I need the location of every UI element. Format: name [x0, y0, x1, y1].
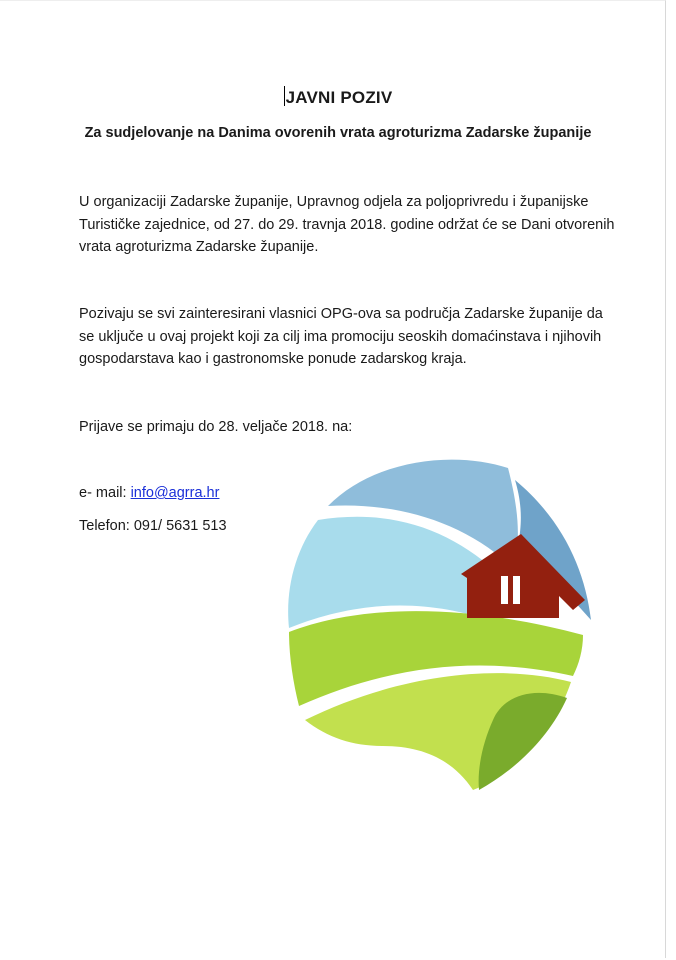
title-text: JAVNI POZIV	[285, 88, 393, 107]
contact-email-line	[79, 485, 219, 501]
text-cursor	[284, 86, 285, 106]
email-link[interactable]: info@agrra.hr	[130, 485, 220, 501]
logo-window-right	[513, 576, 520, 604]
paragraph-organization: U organizaciji Zadarske županije, Upravnog odjela za poljoprivredu i županijske Turističke zajednice, od 27. do 29. travnja 2018. godine održat će se Dani otvorenih vrata agroturizma Zadarske županije.	[79, 194, 615, 255]
logo-window-left	[501, 576, 508, 604]
email-label: e- mail:	[79, 485, 131, 501]
document-subtitle: Za sudjelovanje na Danima ovorenih vrata agroturizma Zadarske županije	[84, 125, 592, 141]
contact-phone-line: Telefon: 091/ 5631 513	[79, 518, 227, 534]
paragraph-deadline: Prijave se primaju do 28. veljače 2018. na:	[79, 419, 353, 435]
agrotourism-logo	[283, 450, 613, 790]
document-title	[0, 86, 676, 108]
paragraph-invitation: Pozivaju se svi zainteresirani vlasnici OPG-ova sa područja Zadarske županije da se uključe u ovaj projekt koji za cilj ima promociju seoskih domaćinstava i njihovih gospodarstava kao i gastronomske ponude zadarskog kraja.	[79, 306, 603, 367]
